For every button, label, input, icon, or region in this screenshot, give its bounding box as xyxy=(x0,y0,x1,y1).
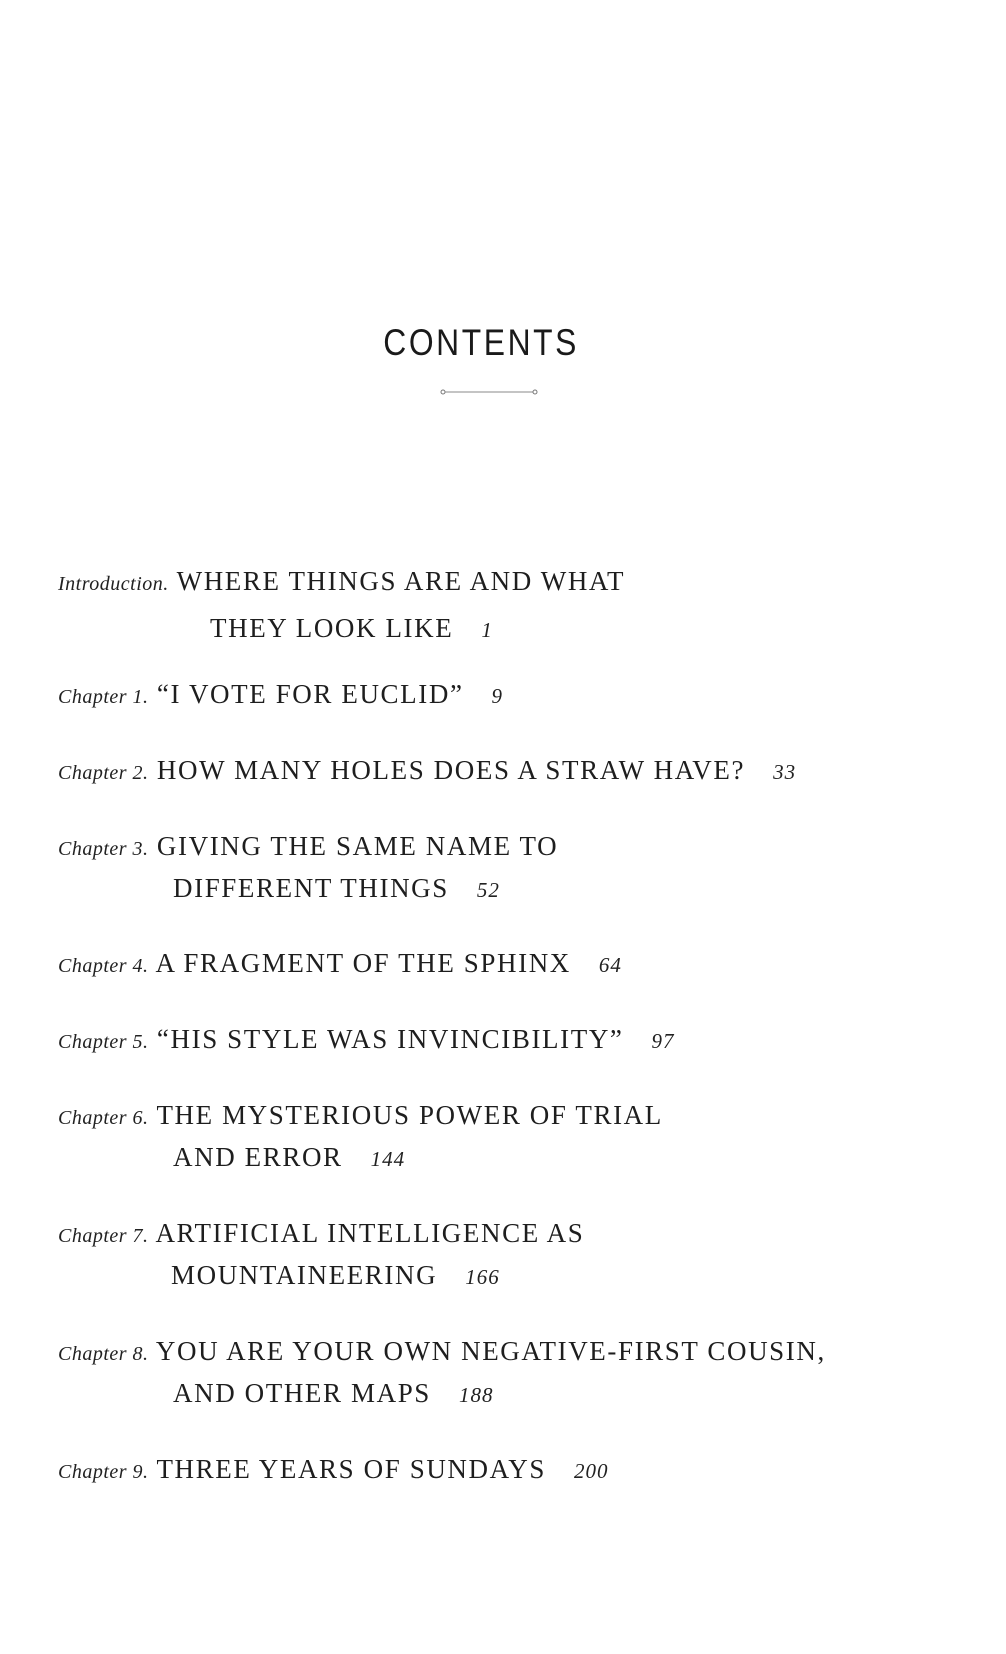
entry-title: “HIS STYLE WAS INVINCIBILITY” xyxy=(156,1024,624,1054)
toc-entry-chapter-3-cont[interactable] xyxy=(173,873,500,904)
page-number: 200 xyxy=(573,1459,609,1483)
entry-label: Chapter 9. xyxy=(58,1461,149,1483)
toc-entry-chapter-7[interactable] xyxy=(58,1218,584,1249)
entry-title: ARTIFICIAL INTELLIGENCE AS xyxy=(155,1218,585,1248)
page-number: 188 xyxy=(458,1383,494,1407)
page-number: 64 xyxy=(598,953,622,977)
entry-label: Chapter 8. xyxy=(58,1343,149,1365)
entry-label: Introduction. xyxy=(58,573,169,595)
entry-title: HOW MANY HOLES DOES A STRAW HAVE? xyxy=(156,755,746,785)
entry-title: “I VOTE FOR EUCLID” xyxy=(156,679,464,709)
toc-entry-chapter-8[interactable] xyxy=(58,1336,826,1367)
page-number: 1 xyxy=(481,618,493,642)
ornament-divider xyxy=(440,387,538,397)
entry-title: GIVING THE SAME NAME TO xyxy=(156,831,559,861)
toc-entry-introduction[interactable] xyxy=(58,566,625,597)
entry-title-cont: THEY LOOK LIKE xyxy=(210,613,454,643)
toc-entry-chapter-4[interactable] xyxy=(58,948,622,979)
toc-entry-chapter-1[interactable] xyxy=(58,679,503,710)
toc-entry-chapter-3[interactable] xyxy=(58,831,558,862)
toc-entry-chapter-5[interactable] xyxy=(58,1024,675,1055)
entry-label: Chapter 5. xyxy=(58,1031,149,1053)
entry-label: Chapter 7. xyxy=(58,1225,149,1247)
entry-title: THREE YEARS OF SUNDAYS xyxy=(156,1454,546,1484)
page-number: 166 xyxy=(465,1265,500,1289)
entry-label: Chapter 4. xyxy=(58,955,149,977)
entry-title-cont: DIFFERENT THINGS xyxy=(173,873,449,903)
entry-title-cont: AND OTHER MAPS xyxy=(173,1378,431,1408)
toc-entry-chapter-8-cont[interactable] xyxy=(173,1378,493,1409)
entry-label: Chapter 1. xyxy=(58,686,149,708)
toc-entry-chapter-9[interactable] xyxy=(58,1454,608,1485)
entry-title: YOU ARE YOUR OWN NEGATIVE-FIRST COUSIN, xyxy=(155,1336,826,1366)
entry-title: WHERE THINGS ARE AND WHAT xyxy=(176,566,626,596)
entry-title-cont: MOUNTAINEERING xyxy=(171,1260,438,1290)
toc-entry-chapter-7-cont[interactable] xyxy=(171,1260,500,1291)
entry-title-cont: AND ERROR xyxy=(173,1142,343,1172)
page-number: 52 xyxy=(476,878,500,902)
entry-label: Chapter 3. xyxy=(58,838,149,860)
toc-entry-chapter-6[interactable] xyxy=(58,1100,663,1131)
entry-title: THE MYSTERIOUS POWER OF TRIAL xyxy=(156,1100,663,1130)
page-number: 144 xyxy=(370,1147,406,1171)
page-title: CONTENTS xyxy=(383,322,579,363)
toc-entry-chapter-2[interactable] xyxy=(58,755,796,786)
entry-label: Chapter 6. xyxy=(58,1107,149,1129)
toc-entry-chapter-6-cont[interactable] xyxy=(173,1142,405,1173)
page-number: 97 xyxy=(651,1029,675,1053)
entry-title: A FRAGMENT OF THE SPHINX xyxy=(155,948,571,978)
entry-label: Chapter 2. xyxy=(58,762,149,784)
page-number: 33 xyxy=(773,760,797,784)
page-number: 9 xyxy=(491,684,504,708)
toc-entry-introduction-cont[interactable] xyxy=(210,613,493,644)
